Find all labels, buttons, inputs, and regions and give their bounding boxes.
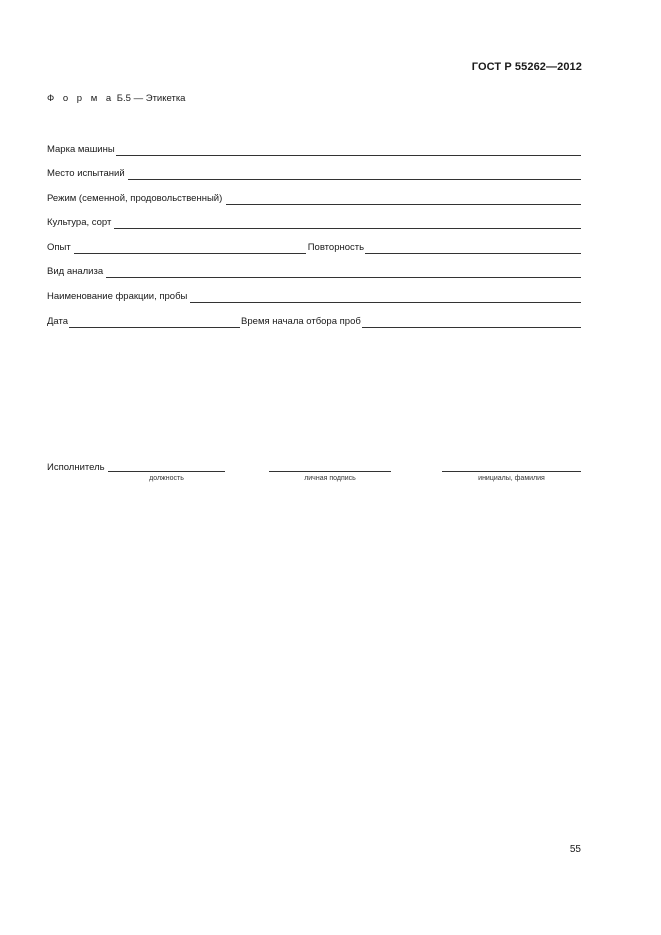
name-caption: инициалы, фамилия	[478, 475, 545, 482]
analysis-type-line[interactable]	[106, 267, 581, 278]
date-label: Дата	[47, 316, 69, 327]
replication-label: Повторность	[307, 242, 365, 253]
signature-line[interactable]	[269, 470, 391, 472]
analysis-type-label: Вид анализа	[47, 266, 104, 277]
executor-label: Исполнитель	[47, 462, 105, 473]
test-site-label: Место испытаний	[47, 168, 125, 179]
signature-caption: личная подпись	[304, 475, 356, 482]
field-machine-brand	[47, 142, 581, 156]
field-crop-variety	[47, 215, 581, 229]
experiment-line[interactable]	[74, 243, 306, 254]
mode-line[interactable]	[226, 194, 581, 205]
mode-label: Режим (семенной, продовольственный)	[47, 193, 223, 204]
form-title-rest: Б.5 — Этикетка	[114, 93, 186, 104]
position-caption: должность	[149, 475, 184, 482]
fraction-name-line[interactable]	[190, 292, 581, 303]
crop-variety-label: Культура, сорт	[47, 217, 112, 228]
sampling-start-time-line[interactable]	[362, 317, 581, 328]
machine-brand-label: Марка машины	[47, 144, 115, 155]
position-line[interactable]	[108, 470, 225, 472]
replication-line[interactable]	[365, 243, 581, 254]
signature-row	[47, 461, 581, 475]
date-line[interactable]	[69, 317, 240, 328]
form-title	[47, 93, 185, 104]
field-mode	[47, 191, 581, 205]
form-title-prefix: Ф о р м а	[47, 93, 115, 104]
field-date-time	[47, 314, 581, 328]
fraction-name-label: Наименование фракции, пробы	[47, 291, 188, 302]
field-experiment-replication	[47, 240, 581, 254]
crop-variety-line[interactable]	[114, 218, 581, 229]
machine-brand-line[interactable]	[116, 145, 581, 156]
field-fraction-name	[47, 289, 581, 303]
page-number: 55	[569, 844, 581, 855]
field-analysis-type	[47, 264, 581, 278]
name-line[interactable]	[442, 470, 581, 472]
standard-code: ГОСТ Р 55262—2012	[471, 61, 582, 73]
sampling-start-time-label: Время начала отбора проб	[241, 316, 361, 327]
field-test-site	[47, 166, 581, 180]
experiment-label: Опыт	[47, 242, 71, 253]
test-site-line[interactable]	[128, 169, 581, 180]
